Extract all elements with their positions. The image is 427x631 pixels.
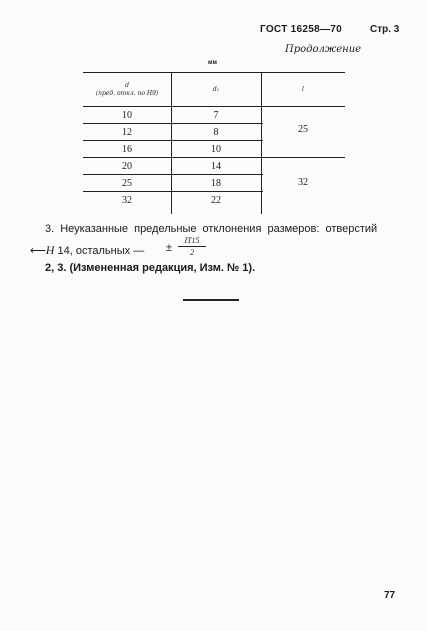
header-d1: d₁: [212, 86, 220, 93]
cell-l: 25: [298, 124, 308, 135]
header-l: l: [302, 86, 304, 93]
cell-l: 32: [298, 177, 308, 188]
group-rule: [83, 157, 345, 158]
table-top-rule: [83, 72, 345, 73]
row-rule: [83, 123, 263, 124]
note-text: 14, остальных —: [54, 245, 145, 257]
cell-d1: 7: [213, 110, 219, 121]
header-d: d: [125, 82, 129, 89]
cell-d: 16: [122, 144, 132, 155]
fraction-denominator: 2: [190, 248, 194, 257]
note-tolerances-cont: [30, 243, 144, 258]
note-revision: 2, 3. (Измененная редакция, Изм. № 1).: [45, 262, 256, 274]
fraction-numerator: IT15: [184, 236, 200, 245]
cell-d1: 22: [211, 195, 221, 206]
cell-d1: 8: [213, 127, 219, 138]
row-rule: [83, 174, 263, 175]
tolerance-fraction: [178, 236, 206, 257]
header-d-note: (пред. откл. по H9): [95, 90, 159, 97]
cell-d: 10: [122, 110, 132, 121]
cell-d: 32: [122, 195, 132, 206]
end-rule: [183, 299, 239, 301]
cell-d: 25: [122, 178, 132, 189]
continuation-label: Продолжение: [285, 44, 362, 55]
plus-minus-sign: ±: [166, 242, 173, 254]
page-label: Стр. 3: [370, 24, 400, 35]
cell-d: 12: [122, 127, 132, 138]
cell-d: 20: [122, 161, 132, 172]
arrow-icon: ⟵: [30, 245, 46, 257]
fraction-bar: [178, 246, 206, 247]
cell-d1: 14: [211, 161, 221, 172]
table-header-rule: [83, 106, 345, 107]
row-rule: [83, 140, 263, 141]
dimensions-table: [83, 72, 345, 214]
cell-d1: 10: [211, 144, 221, 155]
page-number: 77: [384, 590, 396, 601]
unit-label: мм: [208, 60, 217, 66]
cell-d1: 18: [211, 178, 221, 189]
row-rule: [83, 191, 263, 192]
tolerance-symbol: H: [45, 243, 55, 257]
note-tolerances: 3. Неуказанные предельные отклонения размеров: отверстий: [45, 223, 378, 235]
document-code: ГОСТ 16258—70: [260, 24, 343, 35]
